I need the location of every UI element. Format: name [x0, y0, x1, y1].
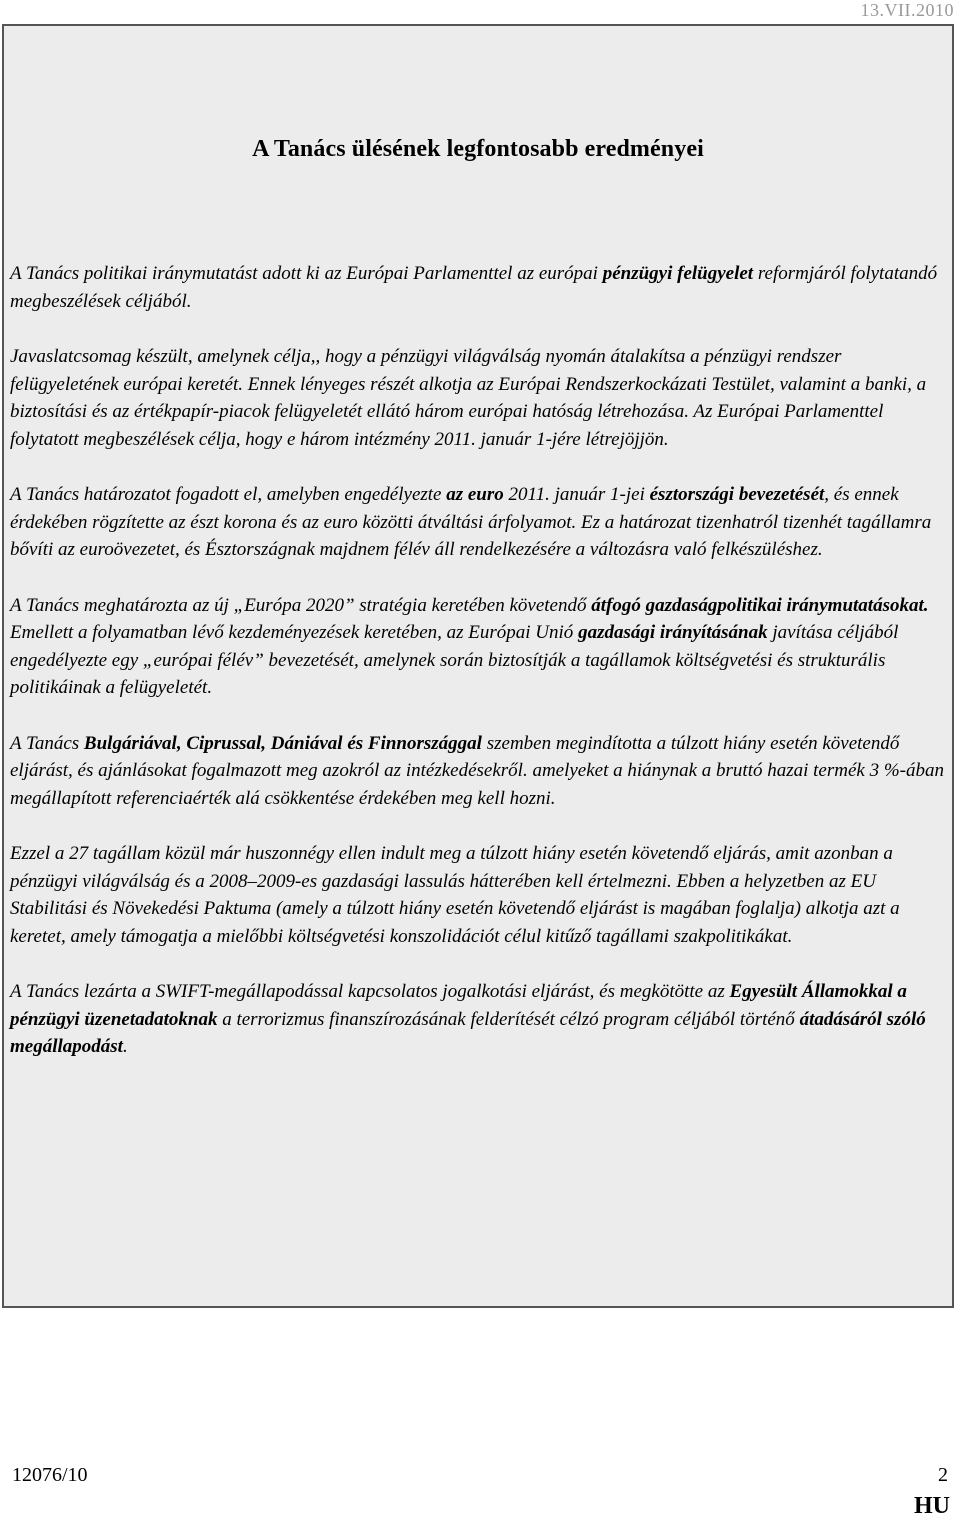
paragraph-text: a terrorizmus finanszírozásának felderítését célzó program céljából történő: [217, 1008, 800, 1030]
paragraph-stability-pact: [10, 840, 946, 950]
emphasis-text: átfogó gazdaságpolitikai iránymutatásokat.: [591, 594, 929, 616]
emphasis-text: az euro: [446, 484, 504, 505]
document-reference: 12076/10: [12, 1464, 88, 1486]
summary-body: [10, 260, 946, 1089]
paragraph-europe-2020: [10, 592, 946, 702]
paragraph-euro-estonia: [10, 481, 946, 564]
paragraph-text: javítása céljából engedélyezte egy „európai félév” bevezetését, amelynek során biztosítják a tagállamok költségvetési és strukturális politikáinak a felügyeletét.: [10, 622, 899, 698]
paragraph-text: .: [122, 1036, 128, 1057]
emphasis-text: átadásáról szóló megállapodást: [10, 1008, 926, 1057]
paragraph-text: Javaslatcsomag készült, amelynek célja,, hogy a pénzügyi világválság nyomán átalakítsa a pénzügyi rendszer felügyeletének európai keretét. Ennek lényeges részét alkotja az Európai Rendszerkockázati Testület, valamint a banki, a biztosítási és az értékpapír-piacok felügyeletét ellátó három európai hatóság létrehozása. Az Európai Parlamenttel folytatott megbeszélések célja, hogy e három intézmény 2011. január 1-jére létrejöjjön.: [10, 346, 927, 450]
paragraph-text: , és ennek érdekében rögzítette az észt korona és az euro közötti átváltási árfolyamot. Ez a határozat tizenhatról tizenhét tagállamra bővíti az euroövezetet, és Észtországnak majdnem félév áll rendelkezésére a változásra való felkészüléshez.: [10, 484, 932, 560]
paragraph-text: A Tanács meghatározta az új „Európa 2020” stratégia keretében követendő: [10, 594, 592, 616]
paragraph-text: Ezzel a 27 tagállam közül már huszonnégy ellen indult meg a túlzott hiány esetén követendő eljárás, amit azonban a pénzügyi világválság és a 2008–2009-es gazdasági lassulás hátterében kell értelmezni. Ebben a helyzetben az EU Stabilitási és Növekedési Paktuma (amely a túlzott hiány esetén követendő eljárást is magában foglalja) alkotja azt a keretet, amely támogatja a mielőbbi költségvetési konszolidációt célul kitűző tagállami szakpolitikákat.: [10, 843, 900, 947]
paragraph-text: 2011. január 1-jei: [503, 484, 650, 505]
emphasis-text: pénzügyi felügyelet: [602, 263, 754, 284]
paragraph-text: A Tanács politikai iránymutatást adott ki az Európai Parlamenttel az európai: [10, 263, 603, 284]
paragraph-swift-agreement: [10, 978, 946, 1061]
language-code: HU: [914, 1493, 950, 1519]
emphasis-text: észtországi bevezetését: [649, 484, 825, 505]
paragraph-text: A Tanács lezárta a SWIFT-megállapodással kapcsolatos jogalkotási eljárást, és megkötötte az: [10, 981, 730, 1002]
paragraph-financial-supervision: [10, 260, 946, 315]
emphasis-text: Egyesült Államokkal a pénzügyi üzenetadatoknak: [10, 981, 907, 1030]
paragraph-text: A Tanács határozatot fogadott el, amelyben engedélyezte: [10, 484, 447, 505]
paragraph-text: A Tanács: [10, 732, 84, 754]
paragraph-text: reformjáról folytatandó megbeszélések céljából.: [10, 263, 938, 312]
page-title: A Tanács ülésének legfontosabb eredményei: [252, 136, 704, 162]
document-date: 13.VII.2010: [860, 0, 954, 20]
paragraph-text: Emellett a folyamatban lévő kezdeményezések keretében, az Európai Unió: [10, 622, 579, 643]
emphasis-text: gazdasági irányításának: [578, 622, 768, 643]
paragraph-text: szemben megindította a túlzott hiány esetén követendő eljárást, és ajánlásokat fogalmazott meg azokról az intézkedésekről. amelyeket a hiánynak a bruttó hazai termék 3 %-ában megállapított referenciaérték alá csökkentése érdekében meg kell hozni.: [10, 732, 945, 809]
emphasis-text: Bulgáriával, Ciprussal, Dániával és Finnországgal: [83, 732, 482, 754]
page-number: 2: [938, 1464, 948, 1486]
paragraph-supervision-package: [10, 343, 946, 453]
paragraph-excessive-deficit: [10, 730, 946, 813]
